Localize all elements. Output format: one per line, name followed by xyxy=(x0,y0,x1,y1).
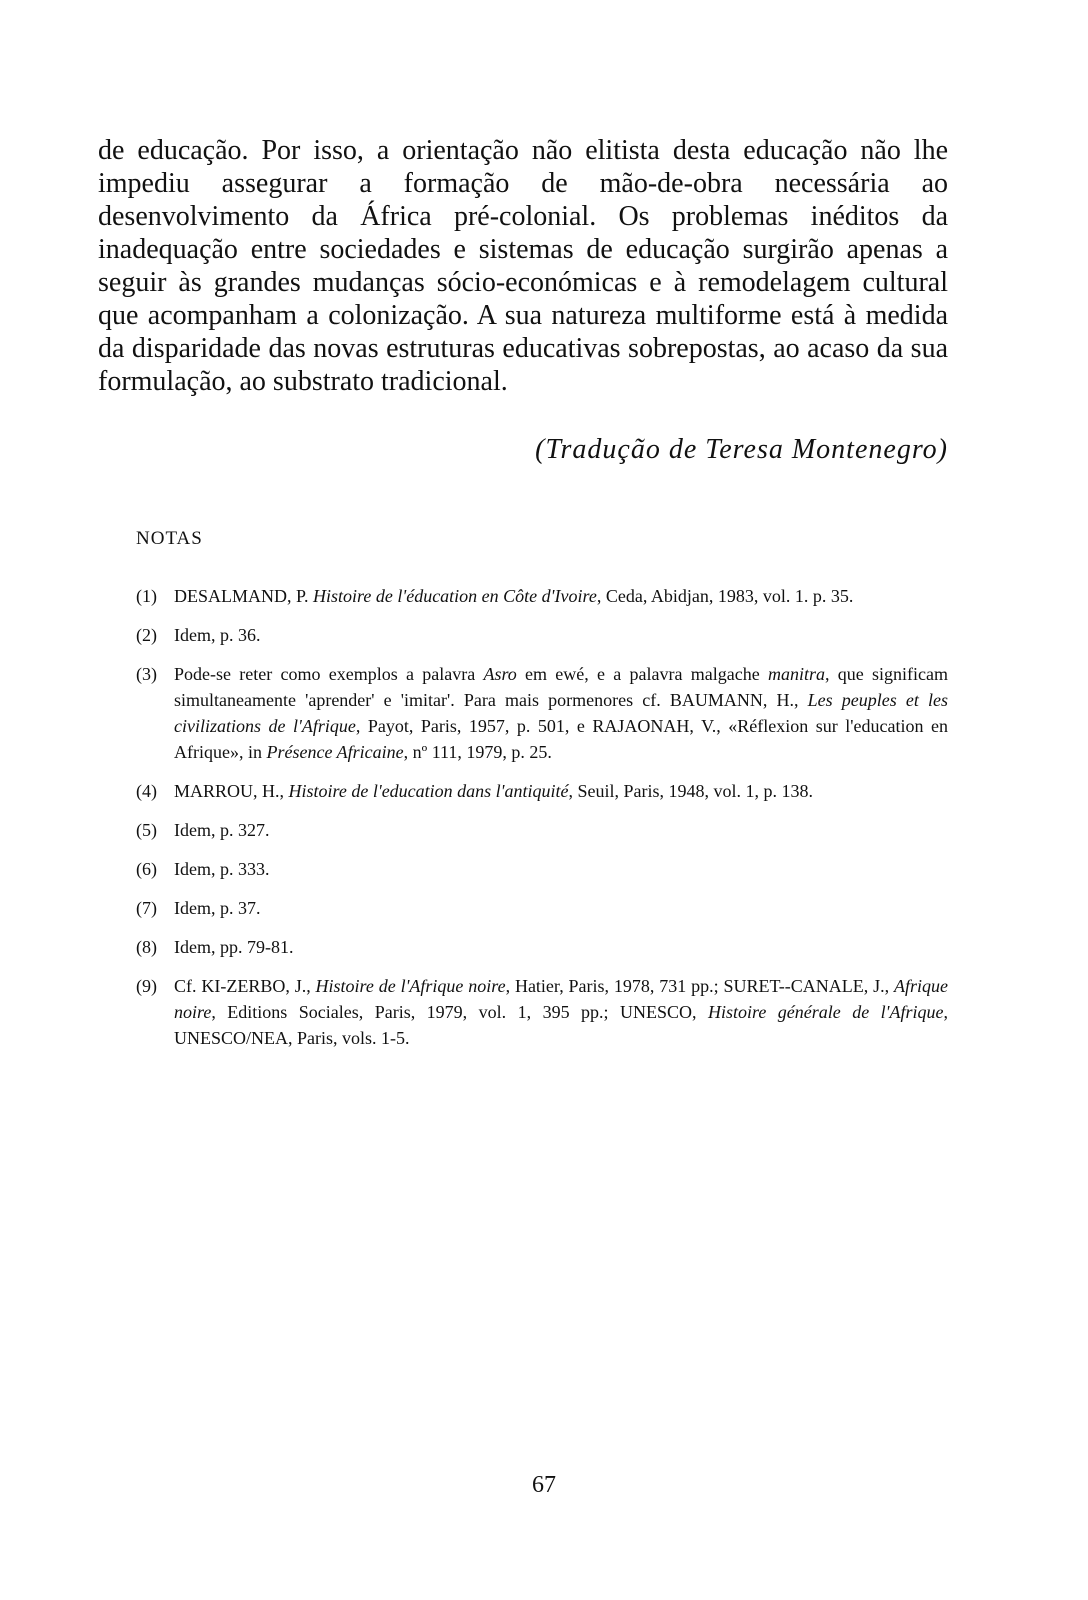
footnote-number: (9) xyxy=(136,976,157,996)
footnote xyxy=(136,934,948,960)
footnote-segment: , que significam simultaneamente 'aprender' e 'imitar'. Para mais pormenores cf. BAUMANN, H., xyxy=(174,664,948,710)
footnote-segment: , Payot, Paris, 1957, p. 501, e RAJAONAH, V., «Réflexion sur l'education en Afrique», in xyxy=(174,716,949,762)
footnote-text xyxy=(174,856,948,882)
footnote-title: Histoire de l'education dans l'antiquité xyxy=(288,781,569,801)
footnote-text xyxy=(174,934,948,960)
footnote-number: (7) xyxy=(136,898,157,918)
translator-credit: (Tradução de Teresa Montenegro) xyxy=(535,434,948,465)
footnote xyxy=(136,583,948,609)
page-number: 67 xyxy=(532,1472,556,1498)
footnote xyxy=(136,622,948,648)
footnote-segment: Idem, p. 36. xyxy=(174,625,261,645)
footnote-segment: , UNESCO/NEA, Paris, vols. 1-5. xyxy=(174,1002,948,1048)
footnote xyxy=(136,856,948,882)
footnote xyxy=(136,895,948,921)
body-text-block xyxy=(98,134,948,398)
footnote-title: Histoire de l'éducation en Côte d'Ivoire xyxy=(313,586,597,606)
footnote-segment: Cf. KI-ZERBO, J., xyxy=(174,976,316,996)
footnote-title: Asro xyxy=(483,664,517,684)
footnote-number: (4) xyxy=(136,781,157,801)
footnote-number: (5) xyxy=(136,820,157,840)
footnote-number: (8) xyxy=(136,937,157,957)
footnote-segment: , Seuil, Paris, 1948, vol. 1, p. 138. xyxy=(568,781,814,801)
footnote-title: Les peuples et les civilizations de l'Afrique xyxy=(174,690,948,736)
notes-list xyxy=(136,583,948,1064)
footnote-number: (1) xyxy=(136,586,157,606)
footnote-text xyxy=(174,817,948,843)
footnote-segment: , Ceda, Abidjan, 1983, vol. 1. p. 35. xyxy=(596,586,854,606)
footnote-number: (2) xyxy=(136,625,157,645)
notes-heading: NOTAS xyxy=(136,528,203,549)
footnote-segment: em ewé, e a palavra malgache xyxy=(516,664,768,684)
footnote-segment: Idem, pp. 79-81. xyxy=(174,937,294,957)
footnote xyxy=(136,661,948,765)
footnote-text xyxy=(174,661,948,765)
footnote xyxy=(136,817,948,843)
footnote-title: Présence Africaine xyxy=(266,742,404,762)
footnote-segment: Idem, p. 327. xyxy=(174,820,270,840)
footnote-text xyxy=(174,622,948,648)
footnote-number: (6) xyxy=(136,859,157,879)
footnote-title: Histoire de l'Afrique noire xyxy=(315,976,506,996)
footnote-number: (3) xyxy=(136,664,157,684)
footnote-title: manitra xyxy=(767,664,825,684)
footnote-text xyxy=(174,778,948,804)
footnote-text xyxy=(174,895,948,921)
footnote-segment: Pode-se reter como exemplos a palavra xyxy=(174,664,484,684)
body-paragraph: de educação. Por isso, a orientação não elitista desta educação não lhe impediu assegurar a formação de mão-de-obra necessária ao desenvolvimento da África pré-colonial. Os problemas inéditos da inadequação entre sociedades e sistemas de educação surgirão apenas a seguir às grandes mudanças sócio-económicas e à remodelagem cultural que acompanham a colonização. A sua natureza multiforme está à medida da disparidade das novas estruturas educativas sobrepostas, ao acaso da sua formulação, ao substrato tradicional. xyxy=(98,135,948,397)
footnote-segment: Idem, p. 37. xyxy=(174,898,261,918)
footnote-segment: , Hatier, Paris, 1978, 731 pp.; SURET--CANALE, J., xyxy=(505,976,894,996)
footnote-title: Histoire générale de l'Afrique xyxy=(707,1002,944,1022)
footnote-text xyxy=(174,583,948,609)
footnote-segment: , Editions Sociales, Paris, 1979, vol. 1, 395 pp.; UNESCO, xyxy=(211,1002,708,1022)
footnote-segment: MARROU, H., xyxy=(174,781,289,801)
footnote-segment: Idem, p. 333. xyxy=(174,859,270,879)
footnote-segment: DESALMAND, P. xyxy=(174,586,314,606)
footnote xyxy=(136,778,948,804)
footnote-title: Afrique noire xyxy=(174,976,948,1022)
footnote xyxy=(136,973,948,1051)
footnote-segment: , nº 111, 1979, p. 25. xyxy=(403,742,552,762)
footnote-text xyxy=(174,973,948,1051)
